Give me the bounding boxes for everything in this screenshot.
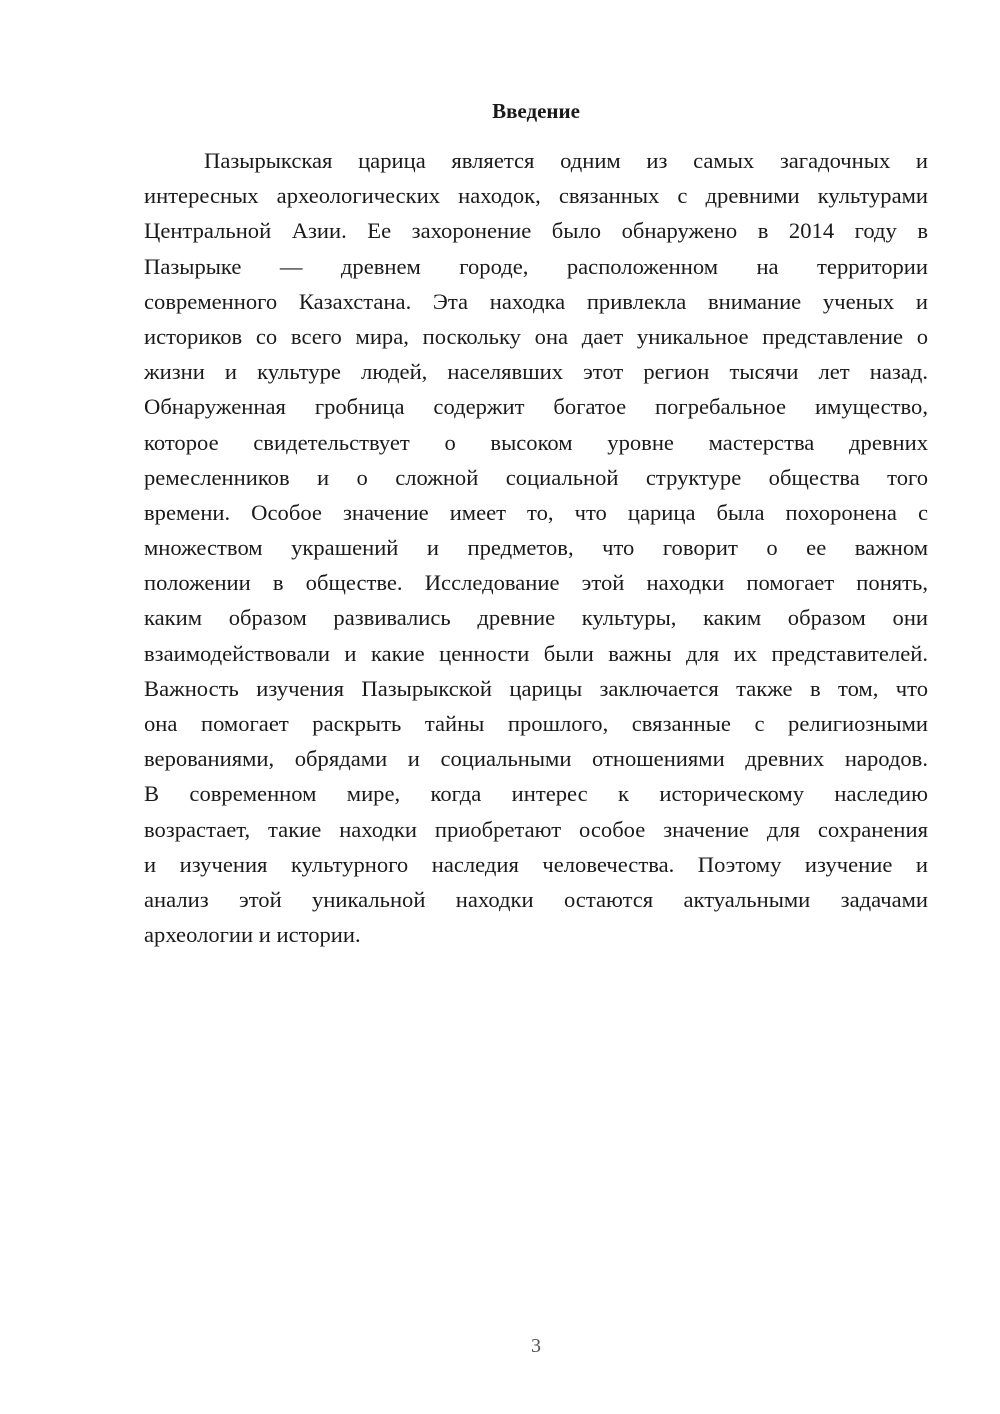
paragraph-line: времени. Особое значение имеет то, что царица была похоронена с xyxy=(144,499,928,525)
paragraph-line: анализ этой уникальной находки остаются актуальными задачами xyxy=(144,886,928,912)
paragraph-line: взаимодействовали и какие ценности были важны для их представителей. xyxy=(144,640,928,666)
paragraph-line: Центральной Азии. Ее захоронение было обнаружено в 2014 году в xyxy=(144,218,928,244)
body-paragraph xyxy=(144,143,928,952)
paragraph-line: Пазырыке — древнем городе, расположенном на территории xyxy=(144,253,928,279)
paragraph-line: современного Казахстана. Эта находка привлекла внимание ученых и xyxy=(144,288,928,314)
paragraph-line: множеством украшений и предметов, что говорит о ее важном xyxy=(144,535,928,561)
paragraph-line: положении в обществе. Исследование этой находки помогает понять, xyxy=(144,570,928,596)
paragraph-line: и изучения культурного наследия человечества. Поэтому изучение и xyxy=(144,851,928,877)
page-number: 3 xyxy=(531,1335,541,1357)
paragraph-line: Пазырыкская царица является одним из самых загадочных и xyxy=(204,148,928,173)
page-title: Введение xyxy=(492,99,580,123)
paragraph-line: ремесленников и о сложной социальной структуре общества того xyxy=(144,464,928,490)
paragraph-line: археологии и истории. xyxy=(144,922,361,948)
paragraph-line: каким образом развивались древние культуры, каким образом они xyxy=(144,605,928,631)
paragraph-line: верованиями, обрядами и социальными отношениями древних народов. xyxy=(144,746,928,772)
paragraph-line: Обнаруженная гробница содержит богатое погребальное имущество, xyxy=(144,394,928,420)
paragraph-line: историков со всего мира, поскольку она дает уникальное представление о xyxy=(144,323,928,349)
paragraph-line: возрастает, такие находки приобретают особое значение для сохранения xyxy=(144,816,928,842)
paragraph-line: интересных археологических находок, связанных с древними культурами xyxy=(144,183,928,209)
paragraph-line: В современном мире, когда интерес к историческому наследию xyxy=(144,781,928,807)
paragraph-line: Важность изучения Пазырыкской царицы заключается также в том, что xyxy=(144,675,928,701)
paragraph-line: жизни и культуре людей, населявших этот регион тысячи лет назад. xyxy=(144,359,928,385)
paragraph-line: которое свидетельствует о высоком уровне мастерства древних xyxy=(144,429,928,455)
paragraph-line: она помогает раскрыть тайны прошлого, связанные с религиозными xyxy=(144,711,928,736)
